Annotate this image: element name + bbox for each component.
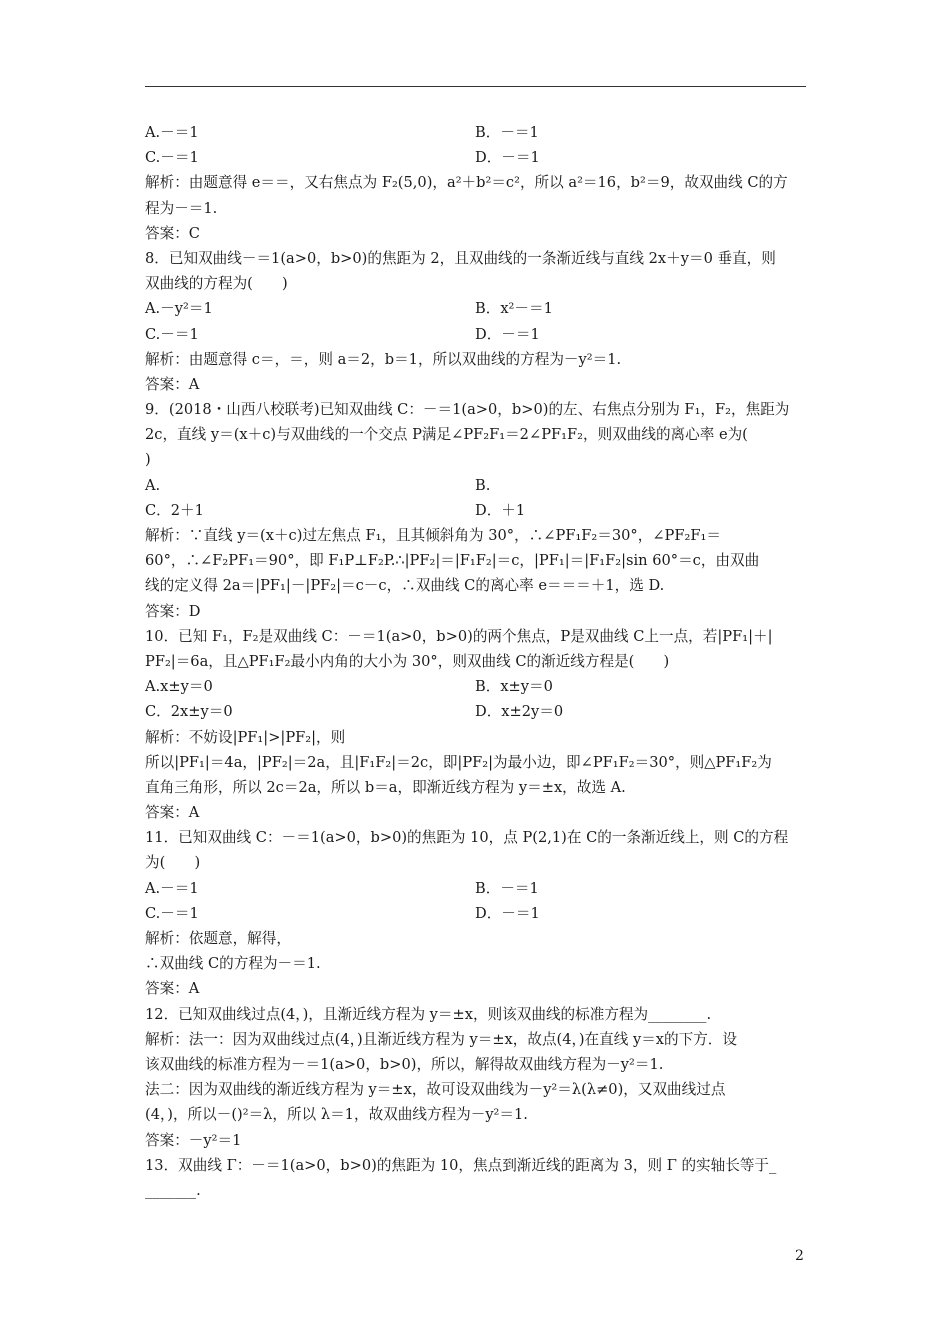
option-right: D．＋1 — [475, 501, 526, 519]
option-right: B．x±y＝0 — [475, 678, 553, 696]
option-right: B．－＝1 — [475, 879, 539, 897]
text-line: 10．已知 F₁，F₂是双曲线 C：－＝1(a>0，b>0)的两个焦点，P是双曲线 C上一点，若|PF₁|＋| — [145, 627, 773, 645]
option-row — [145, 473, 810, 498]
option-left: A.－y²＝1 — [145, 300, 213, 318]
option-row — [145, 322, 810, 347]
text-line: 答案：A — [145, 375, 200, 393]
option-left: A.x±y＝0 — [145, 678, 213, 696]
text-line: 13．双曲线 Γ：－＝1(a>0，b>0)的焦距为 10，焦点到渐近线的距离为 3，则 Γ 的实轴长等于_ — [145, 1156, 777, 1174]
option-left: A.－＝1 — [145, 124, 199, 141]
text-line: 答案：D — [145, 602, 201, 620]
option-left: C.－＝1 — [145, 149, 199, 167]
option-row — [145, 498, 810, 523]
text-line: 双曲线的方程为( ) — [145, 275, 288, 293]
option-left: C.－＝1 — [145, 325, 199, 343]
text-line: (4，)，所以－()²＝λ，所以 λ＝1，故双曲线方程为－y²＝1. — [145, 1106, 528, 1124]
text-line: 解析：由题意得 e＝＝，又右焦点为 F₂(5,0)，a²＋b²＝c²，所以 a²＝16，b²＝9，故双曲线 C的方 — [145, 174, 788, 192]
text-line: _______. — [145, 1181, 201, 1199]
option-right: B．x²－＝1 — [475, 300, 553, 318]
text-line: 11．已知双曲线 C：－＝1(a>0，b>0)的焦距为 10，点 P(2,1)在 C的一条渐近线上，则 C的方程 — [145, 829, 789, 847]
text-line: 12．已知双曲线过点(4，)，且渐近线方程为 y＝±x，则该双曲线的标准方程为________. — [145, 1005, 712, 1023]
text-line: 8．已知双曲线－＝1(a>0，b>0)的焦距为 2，且双曲线的一条渐近线与直线 2x＋y＝0 垂直，则 — [145, 249, 776, 267]
option-right: D．－＝1 — [475, 904, 540, 922]
text-line: 解析：依题意，解得， — [145, 930, 291, 947]
option-right: D．x±2y＝0 — [475, 703, 564, 721]
option-left: A. — [145, 476, 161, 494]
text-line: 答案：－y²＝1 — [145, 1131, 242, 1149]
option-left: C.－＝1 — [145, 904, 199, 922]
text-line: 答案：C — [145, 224, 200, 242]
text-line: 程为－＝1. — [145, 199, 218, 217]
text-line: 解析：由题意得 c＝，＝，则 a＝2，b＝1，所以双曲线的方程为－y²＝1. — [145, 350, 622, 368]
option-row — [145, 674, 810, 699]
text-line: 答案：A — [145, 980, 200, 998]
header-rule — [145, 86, 806, 87]
option-left: A.－＝1 — [145, 879, 199, 897]
text-line: 线的定义得 2a＝|PF₁|－|PF₂|＝c－c，∴双曲线 C的离心率 e＝＝＝＋1，选 D. — [145, 577, 665, 595]
option-right: D．－＝1 — [475, 149, 540, 167]
option-row — [145, 901, 810, 926]
text-line: 60°，∴∠F₂PF₁＝90°，即 F₁P⊥F₂P.∴|PF₂|＝|F₁F₂|＝c，|PF₁|＝|F₁F₂|sin 60°＝c，由双曲 — [145, 552, 760, 570]
text-line: PF₂|＝6a，且△PF₁F₂最小内角的大小为 30°，则双曲线 C的渐近线方程是( ) — [145, 652, 670, 670]
option-right: B．－＝1 — [475, 124, 539, 141]
text-line: ∴双曲线 C的方程为－＝1. — [145, 955, 321, 973]
option-left: C．2＋1 — [145, 501, 204, 519]
option-right: D．－＝1 — [475, 325, 540, 343]
text-line: ) — [145, 451, 151, 469]
option-left: C．2x±y＝0 — [145, 703, 233, 721]
text-line: 答案：A — [145, 804, 200, 822]
page-number: 2 — [795, 1248, 804, 1264]
option-row — [145, 876, 810, 901]
option-row — [145, 699, 810, 724]
text-line: 9．(2018・山西八校联考)已知双曲线 C：－＝1(a>0，b>0)的左、右焦点分别为 F₁，F₂，焦距为 — [145, 401, 790, 419]
text-line: 2c，直线 y＝(x＋c)与双曲线的一个交点 P满足∠PF₂F₁＝2∠PF₁F₂，则双曲线的离心率 e为( — [145, 426, 748, 444]
text-line: 该双曲线的标准方程为－＝1(a>0，b>0)，所以，解得故双曲线方程为－y²＝1. — [145, 1055, 664, 1073]
text-line: 解析：法一：因为双曲线过点(4，)且渐近线方程为 y＝±x，故点(4，)在直线 y＝x的下方．设 — [145, 1030, 737, 1048]
option-row — [145, 296, 810, 321]
text-line: 法二：因为双曲线的渐近线方程为 y＝±x，故可设双曲线为－y²＝λ(λ≠0)，又双曲线过点 — [145, 1081, 726, 1099]
text-line: 解析：不妨设|PF₁|>|PF₂|，则 — [145, 728, 346, 746]
text-line: 解析：∵直线 y＝(x＋c)过左焦点 F₁，且其倾斜角为 30°，∴∠PF₁F₂＝30°，∠PF₂F₁＝ — [145, 527, 721, 544]
text-line: 所以|PF₁|＝4a，|PF₂|＝2a，且|F₁F₂|＝2c，即|PF₂|为最小边，即∠PF₁F₂＝30°，则△PF₁F₂为 — [145, 753, 772, 771]
text-line: 为( ) — [145, 854, 201, 872]
text-line: 直角三角形，所以 2c＝2a，所以 b＝a，即渐近线方程为 y＝±x，故选 A. — [145, 778, 626, 796]
option-right: B. — [475, 476, 491, 494]
document-body — [145, 120, 810, 1203]
option-row — [145, 145, 810, 170]
option-row — [145, 120, 810, 145]
